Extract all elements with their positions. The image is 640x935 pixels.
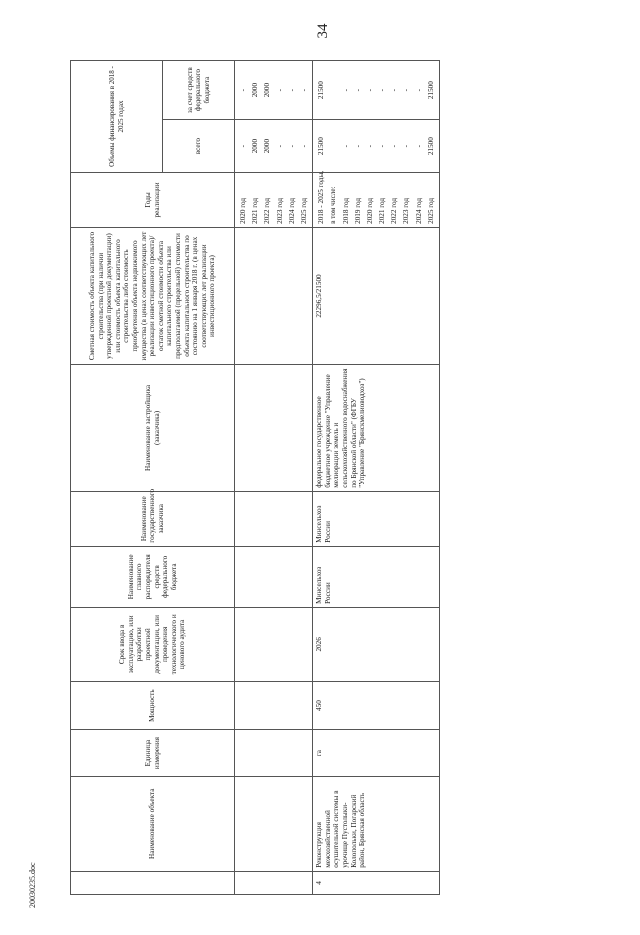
capacity: 450 <box>313 681 440 730</box>
year-item: 2022 год <box>390 197 399 224</box>
prev-year: 2022 год <box>263 197 272 224</box>
year-item: 2018 год <box>341 197 350 224</box>
developer: федеральное государственное бюджетное учреждение "Управление мелиорации земель и сельскохозяйственного водоснабжения по Брянской области" (ФГБУ "Управление "Брянскмелиоводхоз") <box>313 365 440 492</box>
financing-header: Объемы финансирования в 2018 - 2025 годах <box>71 61 163 173</box>
federal-item <box>327 64 339 116</box>
unit-header: Единица измерения <box>71 730 235 776</box>
federal-item: 21500 <box>317 81 326 100</box>
federal-item: - <box>390 88 399 92</box>
table-row <box>313 61 440 895</box>
year-item: 2025 год <box>426 197 435 224</box>
state-customer: Минсельхоз России <box>313 491 440 546</box>
prev-federal: - <box>275 88 284 92</box>
prev-years-cell <box>235 173 313 228</box>
year-item: 2023 год <box>402 197 411 224</box>
year-item: 2018 - 2025 годы, <box>317 170 326 224</box>
total-item: - <box>414 144 423 148</box>
deadline: 2026 <box>313 607 440 681</box>
prev-total: - <box>287 144 296 148</box>
capacity-header: Мощность <box>71 681 235 730</box>
estimated-cost-header: Сметная стоимость объекта капитального строительства (при наличии утвержденной проектной документации) или стоимость объекта капитального строительства либо стоимость приобретения объекта недвижимого имущества (в ценах соответствующих лет реализации инвестиционного проекта)/ остаток сметной стоимости объекта капитального строительства или предполагаемой (предельной) стоимости объекта капитального строительства по состоянию на 1 января 2018 г. (в ценах соответствующих лет реализации инвестиционного проекта) <box>71 227 235 364</box>
prev-total: - <box>275 144 284 148</box>
years-cell <box>313 170 440 228</box>
federal-item: - <box>378 88 387 92</box>
year-item: 2024 год <box>414 197 423 224</box>
row-number: 4 <box>313 871 440 894</box>
main-manager-header: Наименование главного распорядителя средств федерального бюджета <box>71 546 235 607</box>
total-header: всего <box>163 120 235 173</box>
total-item: - <box>341 144 350 148</box>
prev-federal: - <box>299 88 308 92</box>
prev-year: 2025 год <box>299 197 308 224</box>
federal-header: за счет средств федерального бюджета <box>163 61 235 120</box>
total-item: - <box>390 144 399 148</box>
year-item: в том числе: <box>329 186 338 224</box>
num-header <box>71 871 235 894</box>
federal-cell <box>313 61 440 120</box>
total-cell <box>313 120 440 173</box>
total-item: - <box>402 144 411 148</box>
total-item: - <box>353 144 362 148</box>
year-item: 2020 год <box>365 197 374 224</box>
prev-total: 2000 <box>263 138 272 154</box>
prev-total: 2000 <box>251 138 260 154</box>
federal-item: - <box>353 88 362 92</box>
total-item: 21500 <box>317 137 326 156</box>
state-customer-header: Наименование государственного заказчика <box>71 491 235 546</box>
prev-total: - <box>299 144 308 148</box>
footer-filename: 20030235.doc <box>28 862 37 908</box>
prev-year: 2023 год <box>275 197 284 224</box>
estimated-cost: 22296,5/21500 <box>313 227 440 364</box>
year-item: 2021 год <box>378 197 387 224</box>
years-header: Годы реализации <box>71 173 235 228</box>
year-item: 2019 год <box>353 197 362 224</box>
federal-item: - <box>414 88 423 92</box>
deadline-header: Срок ввода в эксплуатацию, или разработки проектной документации, или проведения технологического и ценового аудита <box>71 607 235 681</box>
prev-total-cell <box>235 120 313 173</box>
total-item: - <box>365 144 374 148</box>
prev-year: 2021 год <box>251 197 260 224</box>
federal-item: 21500 <box>426 81 435 100</box>
investment-table <box>70 60 440 895</box>
total-item: 21500 <box>426 137 435 156</box>
object-name: Реконструкция межхозяйственной осушительной системы в урочище Пустолыки-Колопольки, Погарский район, Брянская область <box>313 776 440 871</box>
prev-federal: - <box>287 88 296 92</box>
page-number: 34 <box>315 23 331 39</box>
prev-year: 2024 год <box>287 197 296 224</box>
federal-item: - <box>402 88 411 92</box>
prev-federal: 2000 <box>263 82 272 98</box>
object-name-header: Наименование объекта <box>71 776 235 871</box>
total-item: - <box>378 144 387 148</box>
prev-year: 2020 год <box>239 197 247 224</box>
rotated-document <box>70 30 570 935</box>
prev-federal-cell <box>235 61 313 120</box>
federal-item: - <box>341 88 350 92</box>
main-manager: Минсельхоз России <box>313 546 440 607</box>
prev-total: - <box>239 144 247 148</box>
federal-item: - <box>365 88 374 92</box>
prev-federal: 2000 <box>251 82 260 98</box>
developer-header: Наименование застройщика (заказчика) <box>71 365 235 492</box>
unit: га <box>313 730 440 776</box>
prev-federal: - <box>239 88 247 92</box>
total-item <box>327 123 339 169</box>
